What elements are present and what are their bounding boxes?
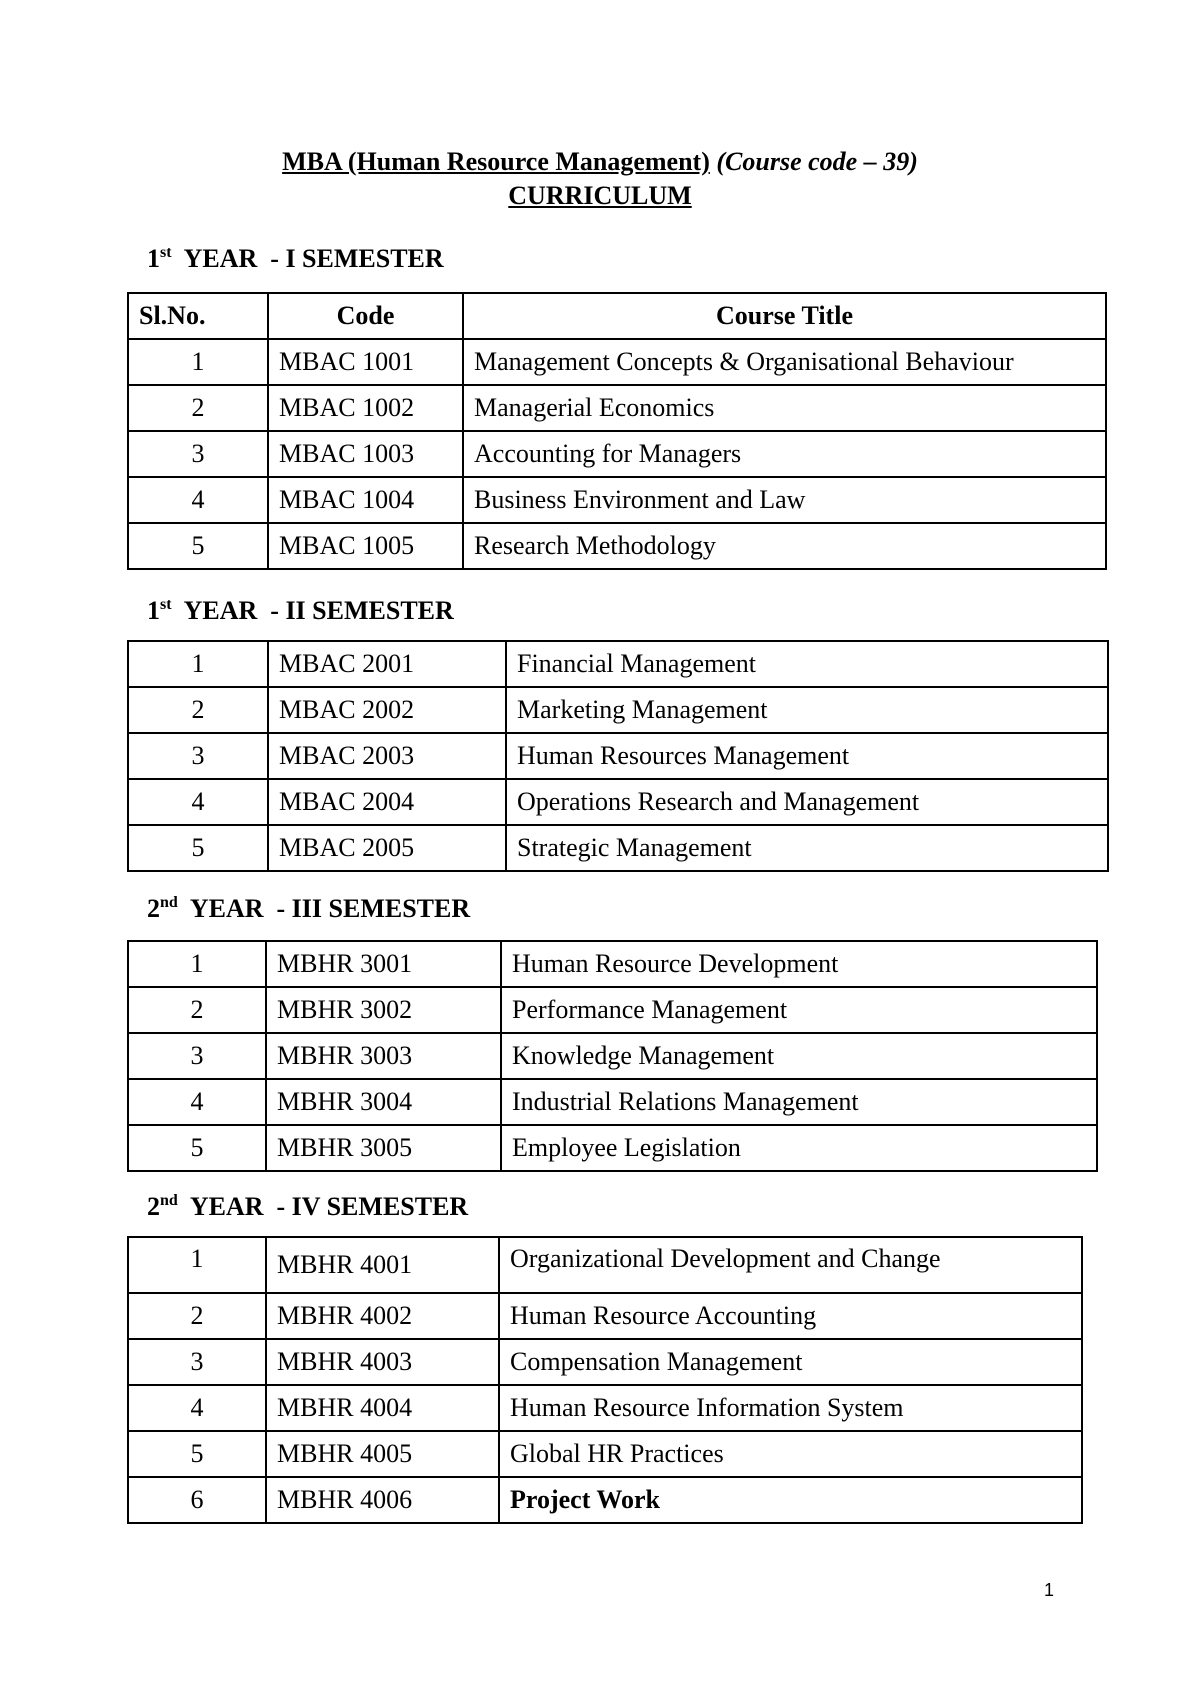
title-cell: Human Resources Management bbox=[506, 733, 1108, 779]
header-code: Code bbox=[268, 293, 463, 339]
table-row bbox=[128, 987, 1097, 1033]
table-row bbox=[128, 733, 1108, 779]
code-cell: MBHR 3004 bbox=[266, 1079, 501, 1125]
title-cell: Business Environment and Law bbox=[463, 477, 1106, 523]
year-number: 1 bbox=[147, 596, 160, 625]
title-cell: Marketing Management bbox=[506, 687, 1108, 733]
table-row bbox=[128, 1293, 1082, 1339]
sl-cell: 4 bbox=[128, 1079, 266, 1125]
sl-cell: 3 bbox=[128, 1339, 266, 1385]
title-cell: Compensation Management bbox=[499, 1339, 1082, 1385]
document-title bbox=[0, 146, 1200, 178]
table-row bbox=[128, 825, 1108, 871]
title-cell: Strategic Management bbox=[506, 825, 1108, 871]
title-cell: Global HR Practices bbox=[499, 1431, 1082, 1477]
code-cell: MBHR 3002 bbox=[266, 987, 501, 1033]
sl-cell: 2 bbox=[128, 1293, 266, 1339]
year-number: 1 bbox=[147, 244, 160, 273]
title-cell: Managerial Economics bbox=[463, 385, 1106, 431]
code-cell: MBAC 2004 bbox=[268, 779, 506, 825]
code-cell: MBAC 1004 bbox=[268, 477, 463, 523]
table-row bbox=[128, 1033, 1097, 1079]
code-cell: MBHR 3003 bbox=[266, 1033, 501, 1079]
title-cell: Performance Management bbox=[501, 987, 1097, 1033]
table-row bbox=[128, 431, 1106, 477]
table-row bbox=[128, 385, 1106, 431]
page-number: 1 bbox=[1044, 1580, 1055, 1600]
table-row bbox=[128, 941, 1097, 987]
code-cell: MBAC 2002 bbox=[268, 687, 506, 733]
table-row bbox=[128, 523, 1106, 569]
code-cell: MBAC 1003 bbox=[268, 431, 463, 477]
header-sl-no: Sl.No. bbox=[128, 293, 268, 339]
year-number: 2 bbox=[147, 1192, 160, 1221]
course-code: (Course code – 39) bbox=[716, 147, 918, 176]
semester-2-table bbox=[127, 640, 1109, 872]
table-row bbox=[128, 1237, 1082, 1293]
code-cell: MBHR 3005 bbox=[266, 1125, 501, 1171]
title-cell: Accounting for Managers bbox=[463, 431, 1106, 477]
semester-4-table bbox=[127, 1236, 1083, 1524]
code-cell: MBAC 2001 bbox=[268, 641, 506, 687]
semester-2-heading bbox=[147, 596, 454, 626]
year-suffix: nd bbox=[160, 1192, 178, 1209]
table-row bbox=[128, 1079, 1097, 1125]
sl-cell: 1 bbox=[128, 641, 268, 687]
table-row bbox=[128, 687, 1108, 733]
sl-cell: 3 bbox=[128, 1033, 266, 1079]
title-cell: Project Work bbox=[499, 1477, 1082, 1523]
semester-4-heading bbox=[147, 1192, 468, 1222]
code-cell: MBHR 4001 bbox=[266, 1237, 499, 1293]
sl-cell: 4 bbox=[128, 779, 268, 825]
table-row bbox=[128, 1385, 1082, 1431]
title-cell: Human Resource Development bbox=[501, 941, 1097, 987]
code-cell: MBAC 1005 bbox=[268, 523, 463, 569]
code-cell: MBAC 1002 bbox=[268, 385, 463, 431]
code-cell: MBHR 3001 bbox=[266, 941, 501, 987]
table-row bbox=[128, 1339, 1082, 1385]
title-cell: Knowledge Management bbox=[501, 1033, 1097, 1079]
sl-cell: 3 bbox=[128, 733, 268, 779]
year-suffix: st bbox=[160, 244, 172, 261]
table-row bbox=[128, 1125, 1097, 1171]
sl-cell: 4 bbox=[128, 477, 268, 523]
title-cell: Organizational Development and Change bbox=[499, 1237, 1082, 1293]
year-number: 2 bbox=[147, 894, 160, 923]
table-row bbox=[128, 1431, 1082, 1477]
sl-cell: 3 bbox=[128, 431, 268, 477]
title-cell: Operations Research and Management bbox=[506, 779, 1108, 825]
semester-label: YEAR - IV SEMESTER bbox=[189, 1192, 469, 1221]
title-cell: Human Resource Information System bbox=[499, 1385, 1082, 1431]
sl-cell: 5 bbox=[128, 825, 268, 871]
sl-cell: 5 bbox=[128, 523, 268, 569]
sl-cell: 6 bbox=[128, 1477, 266, 1523]
sl-cell: 1 bbox=[128, 339, 268, 385]
year-suffix: nd bbox=[160, 894, 178, 911]
semester-3-table bbox=[127, 940, 1098, 1172]
title-cell: Financial Management bbox=[506, 641, 1108, 687]
semester-label: YEAR - II SEMESTER bbox=[183, 596, 454, 625]
code-cell: MBAC 2003 bbox=[268, 733, 506, 779]
title-cell: Research Methodology bbox=[463, 523, 1106, 569]
semester-1-heading bbox=[147, 244, 444, 274]
code-cell: MBHR 4005 bbox=[266, 1431, 499, 1477]
program-title: MBA (Human Resource Management) bbox=[282, 147, 710, 176]
code-cell: MBAC 2005 bbox=[268, 825, 506, 871]
sl-cell: 1 bbox=[128, 941, 266, 987]
table-row bbox=[128, 339, 1106, 385]
semester-label: YEAR - I SEMESTER bbox=[183, 244, 444, 273]
table-row bbox=[128, 477, 1106, 523]
title-cell: Industrial Relations Management bbox=[501, 1079, 1097, 1125]
code-cell: MBHR 4002 bbox=[266, 1293, 499, 1339]
title-cell: Human Resource Accounting bbox=[499, 1293, 1082, 1339]
title-cell: Management Concepts & Organisational Behaviour bbox=[463, 339, 1106, 385]
code-cell: MBHR 4006 bbox=[266, 1477, 499, 1523]
sl-cell: 5 bbox=[128, 1431, 266, 1477]
semester-3-heading bbox=[147, 894, 470, 924]
table-row bbox=[128, 1477, 1082, 1523]
sl-cell: 2 bbox=[128, 385, 268, 431]
code-cell: MBAC 1001 bbox=[268, 339, 463, 385]
sl-cell: 4 bbox=[128, 1385, 266, 1431]
sl-cell: 2 bbox=[128, 687, 268, 733]
header-course-title: Course Title bbox=[463, 293, 1106, 339]
sl-cell: 1 bbox=[128, 1237, 266, 1293]
code-cell: MBHR 4003 bbox=[266, 1339, 499, 1385]
semester-1-table bbox=[127, 292, 1107, 570]
sl-cell: 2 bbox=[128, 987, 266, 1033]
curriculum-heading bbox=[0, 180, 1200, 212]
table-header-row bbox=[128, 293, 1106, 339]
year-suffix: st bbox=[160, 596, 172, 613]
table-row bbox=[128, 641, 1108, 687]
table-row bbox=[128, 779, 1108, 825]
semester-label: YEAR - III SEMESTER bbox=[189, 894, 471, 923]
sl-cell: 5 bbox=[128, 1125, 266, 1171]
curriculum-label: CURRICULUM bbox=[508, 181, 692, 210]
code-cell: MBHR 4004 bbox=[266, 1385, 499, 1431]
title-cell: Employee Legislation bbox=[501, 1125, 1097, 1171]
